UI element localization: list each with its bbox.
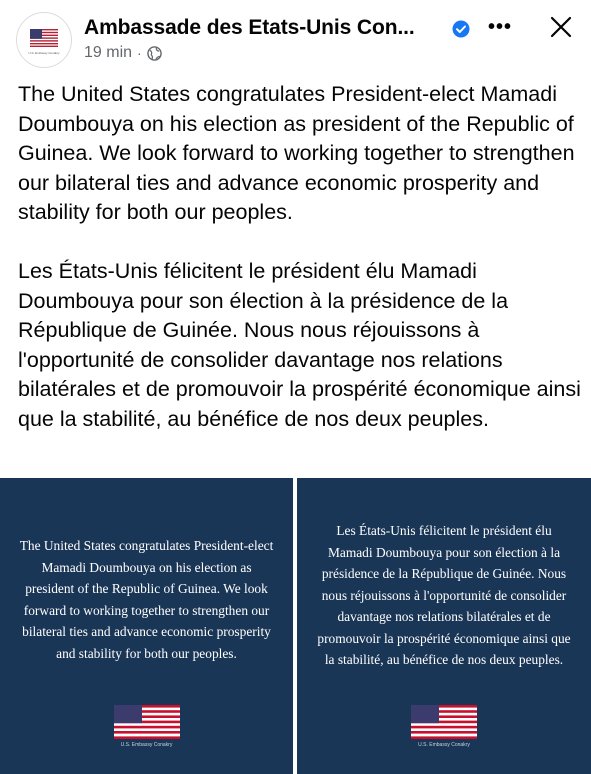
- image-card-english[interactable]: [0, 478, 293, 774]
- us-flag-icon: [411, 705, 477, 739]
- card-line: bilateral ties and advance economic prosperity: [22, 624, 271, 639]
- page-avatar[interactable]: [16, 12, 72, 68]
- close-icon[interactable]: [548, 14, 574, 40]
- more-options-button[interactable]: •••: [487, 16, 512, 38]
- globe-icon: [147, 46, 162, 61]
- card-line: la stabilité, au bénéfice de nos deux peuples.: [324, 652, 564, 667]
- avatar-caption: U.S. Embassy Conakry: [28, 51, 60, 55]
- post-timestamp[interactable]: 19 min: [84, 44, 133, 61]
- card-line: The United States congratulates President-elect: [19, 538, 274, 553]
- card-text-english: [0, 535, 293, 664]
- card-caption: U.S. Embassy Conakry: [418, 742, 470, 748]
- verified-badge-icon: [452, 20, 470, 38]
- card-line: Mamadi Doumbouya on his election as: [41, 559, 252, 575]
- card-line: forward to working together to strengthen our: [23, 602, 270, 618]
- card-line: davantage nos relations bilatérales et de: [337, 609, 551, 624]
- page-name-link[interactable]: Ambassade des Etats-Unis Con...: [84, 16, 415, 39]
- card-line: Les États-Unis félicitent le président élu: [336, 523, 552, 538]
- card-line: promouvoir la prospérité économique ainsi que: [317, 630, 571, 646]
- post-paragraph-english: The United States congratulates President-elect Mamadi Doumbouya on his election as president of the Republic of Guinea. We look forward to working together to strengthen our bilateral ties and advance economic prosperity and stability for both our peoples.: [18, 82, 575, 224]
- us-flag-icon: [114, 705, 180, 739]
- card-line: nous réjouissons à l'opportunité de consolider: [321, 587, 567, 603]
- post-paragraph-french: Les États-Unis félicitent le président élu Mamadi Doumbouya pour son élection à la présidence de la République de Guinée. Nous nous réjouissons à l'opportunité de consolider davantage nos relations bilatérales et de promouvoir la prospérité économique ainsi que la stabilité, au bénéfice de nos deux peuples.: [18, 259, 581, 431]
- us-flag-icon: [30, 29, 58, 47]
- post-header: [0, 0, 591, 76]
- card-text-french: [297, 520, 591, 671]
- card-line: présidence de la République de Guinée. Nous: [321, 566, 567, 581]
- image-card-french[interactable]: [297, 478, 591, 774]
- card-caption: U.S. Embassy Conakry: [120, 742, 173, 748]
- post-body: [18, 80, 583, 464]
- meta-separator: ·: [137, 45, 142, 61]
- card-line: and stability for both our peoples.: [56, 645, 237, 661]
- card-line: president of the Republic of Guinea. We look: [25, 581, 268, 596]
- post-images: [0, 478, 591, 774]
- card-line: Mamadi Doumbouya pour son élection à la: [327, 544, 561, 560]
- post-meta: [84, 44, 162, 62]
